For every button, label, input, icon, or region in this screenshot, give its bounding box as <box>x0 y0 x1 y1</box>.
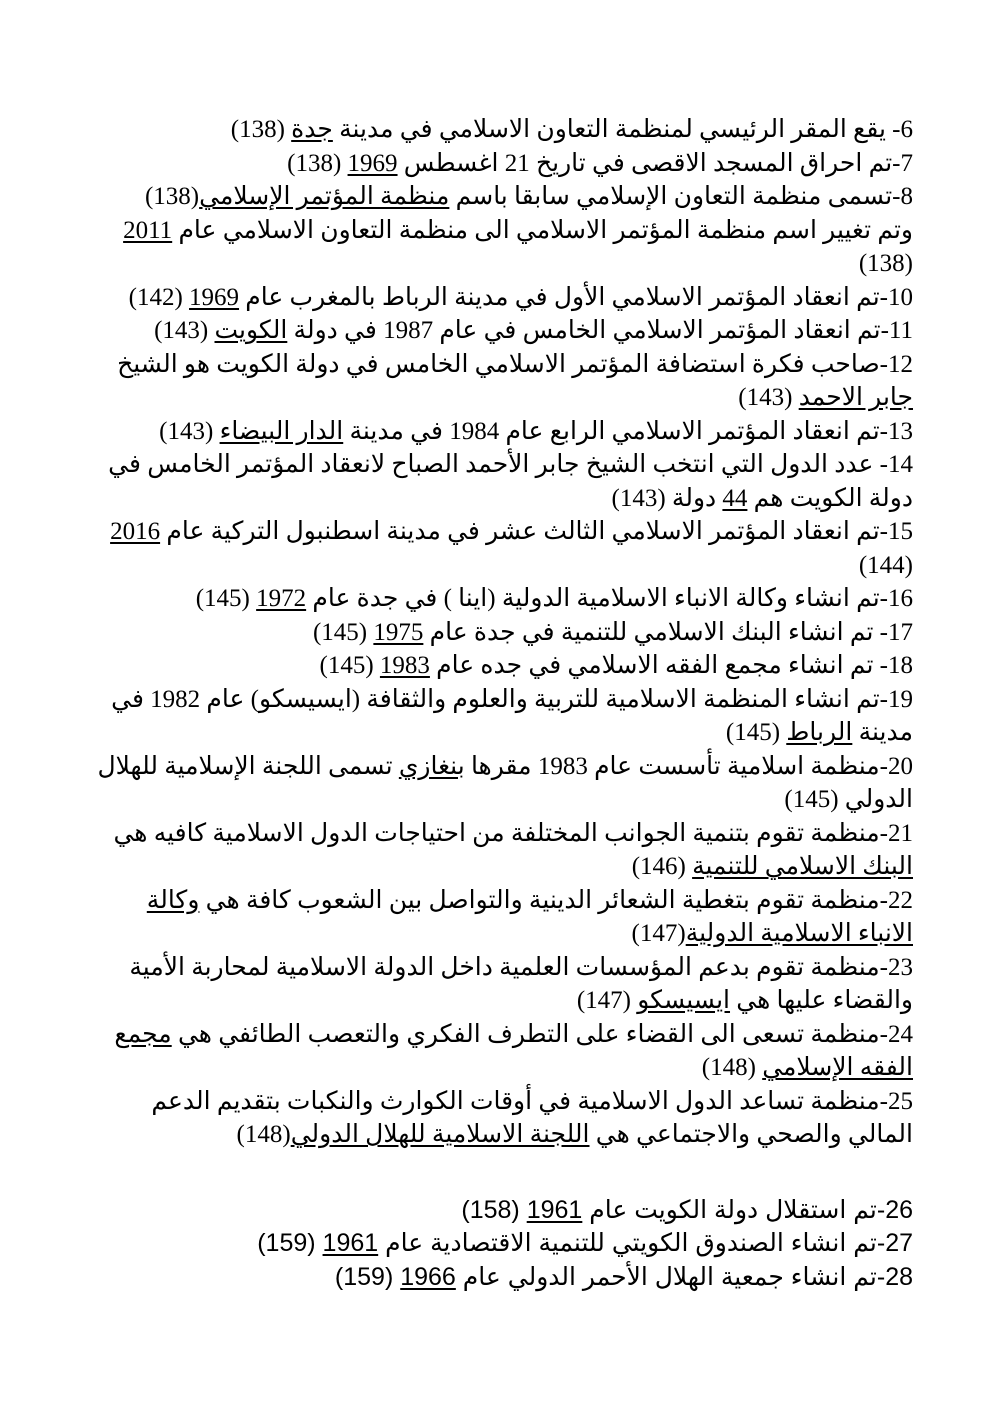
answer-text: 1966 <box>400 1262 456 1291</box>
answer-text: ايسيسكو <box>637 987 731 1014</box>
list-item <box>90 1227 913 1261</box>
item-text: 19-تم انشاء المنظمة الاسلامية للتربية والعلوم والثقافة (ايسيسكو) عام 1982 في مدينة <box>111 685 913 746</box>
document-page <box>90 113 913 1294</box>
item-text: (145) <box>312 618 374 646</box>
item-text: (143) <box>738 384 799 411</box>
answer-text: 44 <box>722 484 748 512</box>
item-text: (144) <box>858 551 913 579</box>
list-item <box>90 750 913 817</box>
list-item <box>90 1194 913 1228</box>
item-text: (146) <box>631 853 693 880</box>
item-text: (138) <box>144 183 200 210</box>
item-text: 24-منظمة تسعى الى القضاء على التطرف الفكري والتعصب الطائفي هي <box>171 1020 913 1048</box>
answer-text: جدة <box>291 116 333 143</box>
answer-text: 1969 <box>189 283 240 311</box>
list-item <box>90 113 913 147</box>
item-text: 10-تم انعقاد المؤتمر الاسلامي الأول في مدينة الرباط بالمغرب عام <box>239 283 913 311</box>
answer-text: اللجنة الاسلامية للهلال الدولي <box>290 1121 590 1148</box>
item-text: (138) <box>230 116 292 143</box>
list-item <box>90 616 913 650</box>
list-item <box>90 582 913 616</box>
item-text: 6- يقع المقر الرئيسي لمنظمة التعاون الاسلامي في مدينة <box>332 116 913 143</box>
list-item <box>90 649 913 683</box>
answer-text: الكويت <box>214 317 288 344</box>
item-text: 22-منظمة تقوم بتغطية الشعائر الدينية والتواصل بين الشعوب كافة هي <box>199 886 913 914</box>
item-text: 23-منظمة تقوم بدعم المؤسسات العلمية داخل الدولة الاسلامية لمحاربة الأمية والقضاء عليها هي <box>129 953 913 1014</box>
item-text: 12-صاحب فكرة استضافة المؤتمر الاسلامي الخامس في دولة الكويت هو الشيخ <box>117 350 913 378</box>
item-text: (148) <box>236 1121 291 1148</box>
list-item <box>90 884 913 951</box>
item-text: 28-تم انشاء جمعية الهلال الأحمر الدولي عام <box>455 1262 913 1291</box>
item-text: (143) <box>154 317 215 344</box>
item-text: 18- تم انشاء مجمع الفقه الاسلامي في جده عام <box>429 652 913 679</box>
item-text: (159) <box>334 1262 401 1291</box>
item-text: (159) <box>257 1229 323 1257</box>
item-text: (147) <box>576 987 638 1014</box>
item-text: (138) <box>287 149 348 177</box>
answer-text: منظمة المؤتمر الإسلامي <box>199 183 450 210</box>
item-text: 8-تسمى منظمة التعاون الإسلامي سابقا باسم <box>449 183 913 210</box>
item-text: 13-تم انعقاد المؤتمر الاسلامي الرابع عام 1984 في مدينة <box>343 417 913 445</box>
answer-text: 2011 <box>123 216 173 244</box>
item-text: 27-تم انشاء الصندوق الكويتي للتنمية الاقتصادية عام <box>378 1229 913 1257</box>
item-text: دولة (143) <box>611 484 723 512</box>
item-text: 11-تم انعقاد المؤتمر الاسلامي الخامس في عام 1987 في دولة <box>287 317 913 344</box>
item-text: 26-تم استقلال دولة الكويت عام <box>582 1195 913 1224</box>
answer-text: بنغازي <box>398 752 465 780</box>
answer-text: وكالة الانباء الاسلامية الدولية <box>146 886 913 947</box>
item-text: (145) <box>195 585 257 612</box>
list-item <box>90 348 913 415</box>
answer-text: 1969 <box>347 149 398 177</box>
list-item <box>90 448 913 515</box>
section-gap <box>90 1152 913 1194</box>
item-text: 25-منظمة تساعد الدول الاسلامية في أوقات الكوارث والنكبات بتقديم الدعم المالي والصحي والاجتماعي هي <box>151 1087 913 1148</box>
answer-text: 1961 <box>526 1195 583 1224</box>
answer-text: الرباط <box>786 719 853 746</box>
item-text: (142) <box>128 283 190 311</box>
answer-text: 1983 <box>379 652 430 679</box>
item-text: 20-منظمة اسلامية تأسست عام 1983 مقرها <box>464 752 913 780</box>
answer-text: جابر الاحمد <box>798 384 913 411</box>
list-item <box>90 817 913 884</box>
list-item <box>90 683 913 750</box>
answer-text: 1972 <box>256 585 307 612</box>
item-text: (147) <box>631 920 686 947</box>
list-item <box>90 180 913 214</box>
item-text: (145) <box>725 719 787 746</box>
answer-text: 1961 <box>322 1229 379 1257</box>
list-item <box>90 1085 913 1152</box>
item-text: 17- تم انشاء البنك الاسلامي للتنمية في جدة عام <box>423 618 913 646</box>
item-text: (138) <box>858 250 913 277</box>
item-text: 16-تم انشاء وكالة الانباء الاسلامية الدولية (اينا ) في جدة عام <box>306 585 913 612</box>
item-text: 7-تم احراق المسجد الاقصى في تاريخ 21 اغسطس <box>397 149 913 177</box>
list-item <box>90 1261 913 1295</box>
item-text: (148) <box>701 1054 763 1081</box>
item-text: 21-منظمة تقوم بتنمية الجوانب المختلفة من احتياجات الدول الاسلامية كافيه هي <box>113 819 913 847</box>
list-item <box>90 415 913 449</box>
answer-text: مجمع الفقه الإسلامي <box>114 1020 913 1081</box>
item-text: 15-تم انعقاد المؤتمر الاسلامي الثالث عشر في مدينة اسطنبول التركية عام <box>160 518 913 545</box>
item-text: تسمى اللجنة الإسلامية للهلال الدولي (145) <box>97 752 913 813</box>
list-item <box>90 281 913 315</box>
list-item <box>90 147 913 181</box>
item-text: (145) <box>319 652 380 679</box>
list-item <box>90 214 913 281</box>
facts-list <box>90 113 913 1152</box>
answer-text: 1975 <box>373 618 424 646</box>
answer-text: البنك الاسلامي للتنمية <box>692 853 913 880</box>
item-text: (158) <box>461 1195 527 1224</box>
answer-text: الدار البيضاء <box>219 417 344 445</box>
list-item <box>90 951 913 1018</box>
item-text: (143) <box>159 417 220 445</box>
answer-text: 2016 <box>110 518 161 545</box>
facts-list-kuwait <box>90 1194 913 1295</box>
list-item <box>90 1018 913 1085</box>
item-text: 14- عدد الدول التي انتخب الشيخ جابر الأحمد الصباح لانعقاد المؤتمر الخامس في دولة الكويت هم <box>108 451 913 512</box>
list-item <box>90 515 913 582</box>
item-text: وتم تغيير اسم منظمة المؤتمر الاسلامي الى منظمة التعاون الاسلامي عام <box>172 216 913 244</box>
list-item <box>90 314 913 348</box>
